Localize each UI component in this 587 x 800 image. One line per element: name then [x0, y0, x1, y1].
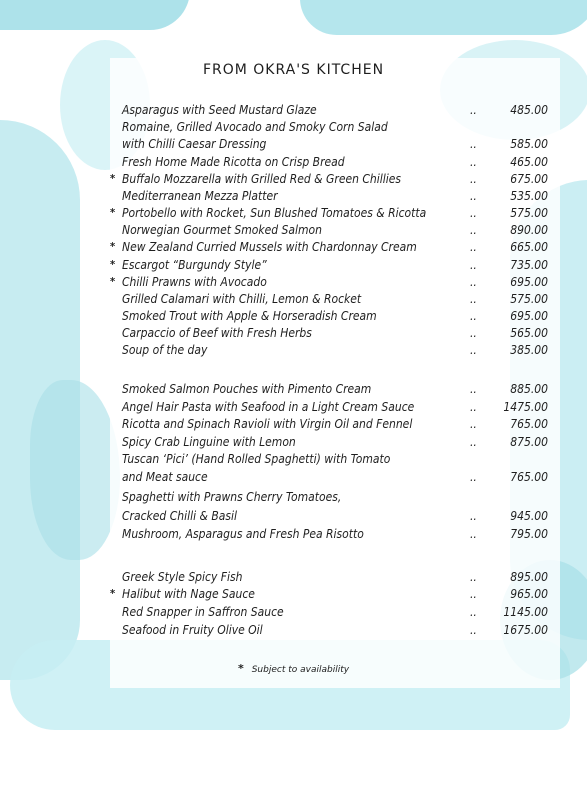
menu-item-name: Red Snapper in Saffron Sauce	[122, 605, 284, 619]
menu-item-price: 665.00	[510, 240, 548, 254]
menu-item-price: 895.00	[510, 570, 548, 584]
menu-item	[110, 570, 560, 587]
menu-item	[110, 137, 560, 154]
footnote-text: Subject to availability	[251, 665, 350, 675]
menu-title: FROM OKRA'S KITCHEN	[202, 62, 385, 78]
asterisk-icon: *	[110, 240, 116, 253]
menu-item-price: 465.00	[510, 155, 548, 169]
menu-item-dots: ..	[470, 275, 477, 289]
watercolor-background	[30, 380, 120, 560]
asterisk-icon: *	[110, 172, 116, 185]
menu-item-dots: ..	[470, 103, 477, 117]
menu-item-name: Tuscan ‘Pici’ (Hand Rolled Spaghetti) with Tomato	[122, 452, 391, 466]
menu-item-dots: ..	[470, 309, 477, 323]
menu-item	[110, 490, 560, 507]
menu-item-name: Carpaccio of Beef with Fresh Herbs	[122, 326, 312, 340]
menu-item-dots: ..	[470, 155, 477, 169]
asterisk-icon: *	[110, 258, 116, 271]
menu-item-name: Mediterranean Mezza Platter	[122, 189, 278, 203]
menu-item-price: 575.00	[510, 206, 548, 220]
menu-item	[110, 155, 560, 172]
menu-item-dots: ..	[470, 189, 477, 203]
watercolor-background	[0, 0, 190, 30]
menu-item-price: 585.00	[510, 137, 548, 151]
menu-item-dots: ..	[470, 605, 477, 619]
menu-item	[110, 240, 560, 257]
menu-item	[110, 452, 560, 469]
menu-item	[110, 223, 560, 240]
menu-item-price: 890.00	[510, 223, 548, 237]
menu-item	[110, 400, 560, 417]
menu-item-dots: ..	[470, 258, 477, 272]
menu-item-name: Norwegian Gourmet Smoked Salmon	[122, 223, 322, 237]
menu-item-name: Buffalo Mozzarella with Grilled Red & Green Chillies	[122, 172, 402, 186]
menu-item-price: 675.00	[510, 172, 548, 186]
menu-item-name: Grilled Calamari with Chilli, Lemon & Rocket	[122, 292, 362, 306]
menu-item-dots: ..	[470, 587, 477, 601]
menu-item-price: 765.00	[510, 417, 548, 431]
menu-item	[110, 509, 560, 526]
menu-item-dots: ..	[470, 623, 477, 637]
footnote	[0, 662, 587, 675]
menu-item	[110, 326, 560, 343]
menu-item-name: Portobello with Rocket, Sun Blushed Tomatoes & Ricotta	[122, 206, 427, 220]
menu-item-dots: ..	[470, 400, 477, 414]
menu-item-price: 535.00	[510, 189, 548, 203]
menu-item-name: and Meat sauce	[122, 470, 208, 484]
menu-item	[110, 120, 560, 137]
menu-item-name: with Chilli Caesar Dressing	[122, 137, 267, 151]
menu-item	[110, 292, 560, 309]
menu-item-price: 885.00	[510, 382, 548, 396]
menu-item-dots: ..	[470, 570, 477, 584]
menu-item-name: Smoked Trout with Apple & Horseradish Cream	[122, 309, 377, 323]
menu-item-price: 875.00	[510, 435, 548, 449]
menu-item-name: Seafood in Fruity Olive Oil	[122, 623, 263, 637]
menu-item-price: 735.00	[510, 258, 548, 272]
menu-item-price: 575.00	[510, 292, 548, 306]
menu-item-price: 485.00	[510, 103, 548, 117]
menu-item-price: 695.00	[510, 309, 548, 323]
menu-item	[110, 103, 560, 120]
menu-item-price: 1675.00	[503, 623, 548, 637]
menu-item-name: Escargot “Burgundy Style”	[122, 258, 267, 272]
menu-item	[110, 189, 560, 206]
menu-item-price: 795.00	[510, 527, 548, 541]
menu-item-name: Angel Hair Pasta with Seafood in a Light Cream Sauce	[122, 400, 415, 414]
menu-item-dots: ..	[470, 527, 477, 541]
menu-item-name: New Zealand Curried Mussels with Chardonnay Cream	[122, 240, 417, 254]
menu-item	[110, 382, 560, 399]
menu-item	[110, 343, 560, 360]
menu-item-dots: ..	[470, 240, 477, 254]
menu-item	[110, 275, 560, 292]
menu-item-price: 565.00	[510, 326, 548, 340]
menu-item-dots: ..	[470, 223, 477, 237]
menu-item-price: 695.00	[510, 275, 548, 289]
menu-item-price: 1145.00	[503, 605, 548, 619]
menu-item	[110, 206, 560, 223]
menu-item-name: Spicy Crab Linguine with Lemon	[122, 435, 296, 449]
menu-item-name: Romaine, Grilled Avocado and Smoky Corn Salad	[122, 120, 388, 134]
menu-item-dots: ..	[470, 470, 477, 484]
menu-item	[110, 309, 560, 326]
menu-item-name: Smoked Salmon Pouches with Pimento Cream	[122, 382, 372, 396]
menu-item	[110, 417, 560, 434]
menu-item	[110, 258, 560, 275]
asterisk-icon: *	[110, 206, 116, 219]
menu-item-dots: ..	[470, 137, 477, 151]
menu-item-price: 945.00	[510, 509, 548, 523]
menu-item-dots: ..	[470, 509, 477, 523]
menu-item-price: 385.00	[510, 343, 548, 357]
menu-item	[110, 587, 560, 604]
menu-item-name: Chilli Prawns with Avocado	[122, 275, 267, 289]
menu-item-dots: ..	[470, 206, 477, 220]
menu-item-name: Soup of the day	[122, 343, 208, 357]
menu-item-dots: ..	[470, 382, 477, 396]
menu-item-name: Cracked Chilli & Basil	[122, 509, 238, 523]
menu-item	[110, 172, 560, 189]
menu-item-name: Fresh Home Made Ricotta on Crisp Bread	[122, 155, 345, 169]
menu-item	[110, 435, 560, 452]
menu-item	[110, 470, 560, 487]
menu-item-price: 1475.00	[503, 400, 548, 414]
menu-item-name: Halibut with Nage Sauce	[122, 587, 255, 601]
asterisk-icon: *	[110, 587, 116, 600]
menu-item-name: Mushroom, Asparagus and Fresh Pea Risotto	[122, 527, 364, 541]
menu-item	[110, 527, 560, 544]
menu-item-dots: ..	[470, 343, 477, 357]
menu-item-price: 765.00	[510, 470, 548, 484]
menu-item-dots: ..	[470, 292, 477, 306]
menu-item-name: Ricotta and Spinach Ravioli with Virgin Oil and Fennel	[122, 417, 413, 431]
menu-item-dots: ..	[470, 435, 477, 449]
menu-item	[110, 623, 560, 640]
page-margin	[0, 730, 587, 800]
menu-item-name: Spaghetti with Prawns Cherry Tomatoes,	[122, 490, 342, 504]
menu-item-name: Greek Style Spicy Fish	[122, 570, 243, 584]
asterisk-icon: *	[110, 275, 116, 288]
menu-item-name: Asparagus with Seed Mustard Glaze	[122, 103, 317, 117]
menu-item-dots: ..	[470, 172, 477, 186]
menu-item-price: 965.00	[510, 587, 548, 601]
watercolor-background	[300, 0, 587, 35]
asterisk-icon: *	[237, 662, 244, 675]
menu-item-dots: ..	[470, 326, 477, 340]
menu-item-dots: ..	[470, 417, 477, 431]
menu-item	[110, 605, 560, 622]
